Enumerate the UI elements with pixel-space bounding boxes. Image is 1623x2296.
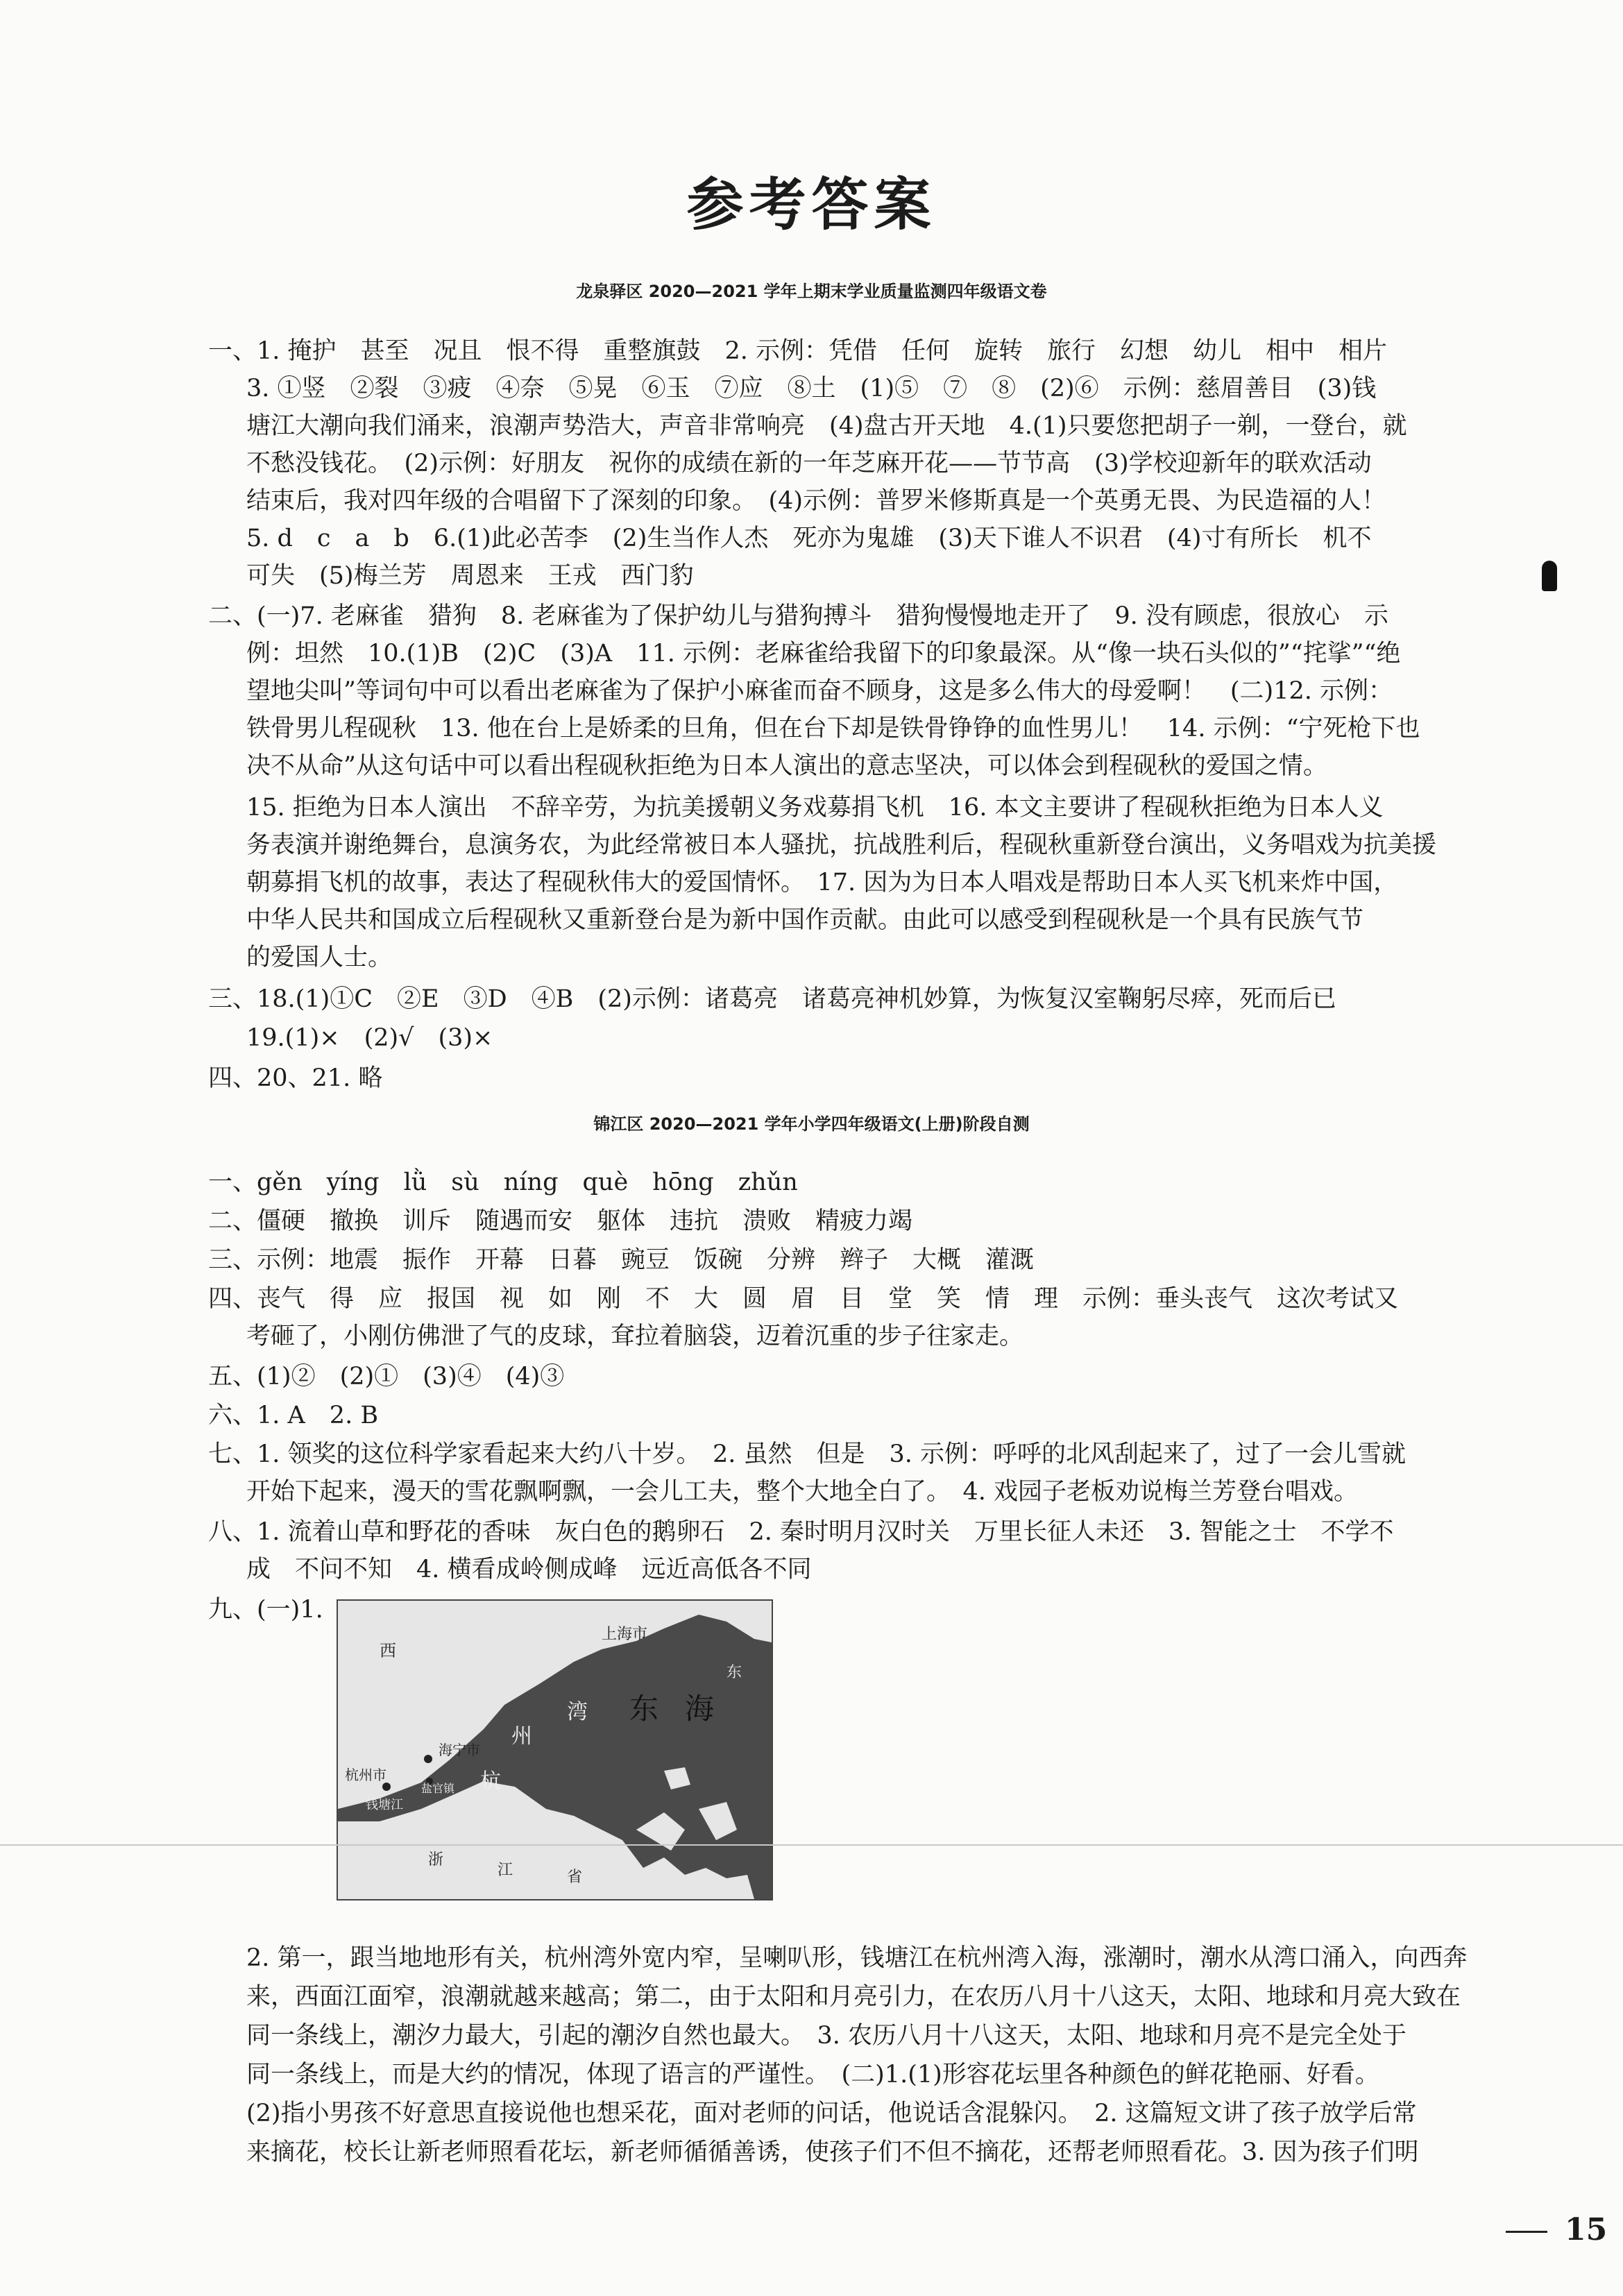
answer-line: 15. 拒绝为日本人演出 不辞辛劳，为抗美援朝义务戏募捐飞机 16. 本文主要讲了程砚秋拒绝为日本人义: [246, 794, 1384, 822]
answer-line: 来摘花，校长让新老师照看花坛，新老师循循善诱，使孩子们不但不摘花，还帮老师照看花。3. 因为孩子们明: [246, 2138, 1419, 2166]
map-city-dot: [382, 1783, 391, 1791]
map-label-hangzhou: 杭州市: [345, 1767, 386, 1783]
map-label-wan: 湾: [567, 1700, 588, 1724]
answer-line: 铁骨男儿程砚秋 13. 他在台上是娇柔的旦角，但在台下却是铁骨铮铮的血性男儿！ 14. 示例：“宁死枪下也: [246, 715, 1420, 742]
answer-line: 考砸了，小刚仿佛泄了气的皮球，耷拉着脑袋，迈着沉重的步子往家走。: [246, 1323, 1024, 1350]
answer-line: 开始下起来，漫天的雪花飘啊飘，一会儿工夫，整个大地全白了。 4. 戏园子老板劝说梅兰芳登台唱戏。: [246, 1478, 1359, 1506]
map-label-west: 西: [380, 1641, 396, 1660]
page-title: 参考答案: [686, 171, 937, 238]
section-title-jinjiang: 锦江区 2020—2021 学年小学四年级语文(上册)阶段自测: [593, 1114, 1030, 1134]
map-label-yanguan: 盐官镇: [421, 1782, 455, 1795]
answer-line: 一、1. 掩护 甚至 况且 恨不得 重整旗鼓 2. 示例：凭借 任何 旋转 旅行 幻想 幼儿 相中 相片: [208, 337, 1388, 365]
map-label-east-corner: 东: [726, 1664, 742, 1681]
map-label-zhou: 州: [511, 1724, 532, 1749]
answer-line: 四、丧气 得 应 报国 视 如 刚 不 大 圆 眉 目 堂 笑 情 理 示例：垂头丧气 这次考试又: [208, 1285, 1399, 1313]
section-title-longquanyi: 龙泉驿区 2020—2021 学年上期末学业质量监测四年级语文卷: [576, 282, 1047, 301]
answer-line: 中华人民共和国成立后程砚秋又重新登台是为新中国作贡献。由此可以感受到程砚秋是一个具有民族气节: [246, 906, 1364, 934]
answer-line: 结束后，我对四年级的合唱留下了深刻的印象。 (4)示例：普罗米修斯真是一个英勇无畏、为民造福的人！: [246, 487, 1386, 515]
answer-line: 3. ①竖 ②裂 ③疲 ④奈 ⑤晃 ⑥玉 ⑦应 ⑧土 (1)⑤ ⑦ ⑧ (2)⑥ 示例：慈眉善目 (3)钱: [246, 375, 1377, 402]
answer-line: 决不从命”从这句话中可以看出程砚秋拒绝为日本人演出的意志坚决，可以体会到程砚秋的爱国之情。: [246, 752, 1327, 780]
answer-line: 二、僵硬 撤换 训斥 随遇而安 躯体 违抗 溃败 精疲力竭: [208, 1207, 913, 1235]
answer-line: 来，西面江面窄，浪潮就越来越高；第二，由于太阳和月亮引力，在农历八月十八这天，太阳、地球和月亮大致在: [246, 1983, 1461, 2011]
answer-line: 19.(1)× (2)√ (3)×: [246, 1024, 493, 1052]
qiantang-map: [337, 1599, 773, 1900]
answer-line: 三、18.(1)①C ②E ③D ④B (2)示例：诸葛亮 诸葛亮神机妙算，为恢复汉室鞠躬尽瘁，死而后已: [208, 985, 1336, 1013]
answer-line: 一、gěn yíng lǜ sù níng què hōng zhǔn: [208, 1168, 798, 1196]
answer-line: 同一条线上，潮汐力最大，引起的潮汐自然也最大。 3. 农历八月十八这天，太阳、地球和月亮不是完全处于: [246, 2022, 1407, 2050]
answer-line: 六、1. A 2. B: [208, 1402, 379, 1429]
map-label-jiang: 江: [498, 1862, 513, 1879]
map-label-east-sea: 东: [629, 1692, 659, 1726]
answer-line: 四、20、21. 略: [208, 1064, 383, 1092]
answer-line: 望地尖叫”等词句中可以看出老麻雀为了保护小麻雀而奋不顾身，这是多么伟大的母爱啊！ (二)12. 示例：: [246, 677, 1393, 705]
scan-fold-line: [0, 1844, 1623, 1846]
answer-line: (2)指小男孩不好意思直接说他也想采花，面对老师的问话，他说话含混躲闪。 2. 这篇短文讲了孩子放学后常: [246, 2100, 1417, 2127]
map-label-haining: 海宁市: [439, 1742, 480, 1758]
answer-line: 塘江大潮向我们涌来，浪潮声势浩大，声音非常响亮 (4)盘古开天地 4.(1)只要您把胡子一剃，一登台，就: [246, 412, 1407, 440]
answer-line: 可失 (5)梅兰芳 周恩来 王戎 西门豹: [246, 562, 694, 590]
answer-line: 2. 第一，跟当地地形有关，杭州湾外宽内窄，呈喇叭形，钱塘江在杭州湾入海，涨潮时，潮水从湾口涌入，向西奔: [246, 1944, 1468, 1972]
map-label-hang: 杭: [480, 1769, 501, 1794]
answer-line: 三、示例：地震 振作 开幕 日暮 豌豆 饭碗 分辨 辫子 大概 灌溉: [208, 1246, 1035, 1274]
ink-mark: [1542, 561, 1557, 591]
answer-line: 同一条线上，而是大约的情况，体现了语言的严谨性。 (二)1.(1)形容花坛里各种颜色的鲜花艳丽、好看。: [246, 2061, 1379, 2089]
answer-line: 九、(一)1.: [208, 1596, 323, 1624]
answer-line: 例：坦然 10.(1)B (2)C (3)A 11. 示例：老麻雀给我留下的印象最深。从“像一块石头似的”“挓挲”“绝: [246, 640, 1401, 667]
answer-line: 5. d c a b 6.(1)此必苦李 (2)生当作人杰 死亦为鬼雄 (3)天下谁人不识君 (4)寸有所长 机不: [246, 525, 1372, 552]
map-label-qiantang: 钱塘江: [366, 1798, 403, 1812]
answer-line: 务表演并谢绝舞台，息演务农，为此经常被日本人骚扰，抗战胜利后，程砚秋重新登台演出，义务唱戏为抗美援: [246, 831, 1437, 859]
page-number: 15: [1565, 2212, 1608, 2247]
page-number-dash: [1506, 2231, 1547, 2233]
map-city-dot: [424, 1755, 432, 1763]
answer-line: 不愁没钱花。 (2)示例：好朋友 祝你的成绩在新的一年芝麻开花——节节高 (3)学校迎新年的联欢活动: [246, 450, 1372, 477]
map-label-east-sea: 海: [685, 1692, 715, 1726]
answer-line: 的爱国人士。: [246, 944, 393, 971]
answer-line: 八、1. 流着山草和野花的香味 灰白色的鹅卵石 2. 秦时明月汉时关 万里长征人未还 3. 智能之士 不学不: [208, 1518, 1394, 1546]
answer-line: 五、(1)② (2)① (3)④ (4)③: [208, 1363, 565, 1391]
map-label-zhe: 浙: [428, 1851, 444, 1869]
map-label-shanghai: 上海市: [602, 1626, 648, 1643]
answer-line: 二、(一)7. 老麻雀 猎狗 8. 老麻雀为了保护幼儿与猎狗搏斗 猎狗慢慢地走开了 9. 没有顾虑，很放心 示: [208, 602, 1388, 630]
answer-line: 成 不问不知 4. 横看成岭侧成峰 远近高低各不同: [246, 1556, 812, 1583]
map-label-sheng: 省: [567, 1869, 583, 1886]
answer-line: 七、1. 领奖的这位科学家看起来大约八十岁。 2. 虽然 但是 3. 示例：呼呼的北风刮起来了，过了一会儿雪就: [208, 1440, 1407, 1468]
answer-line: 朝募捐飞机的故事，表达了程砚秋伟大的爱国情怀。 17. 因为为日本人唱戏是帮助日本人买飞机来炸中国，: [246, 869, 1398, 896]
